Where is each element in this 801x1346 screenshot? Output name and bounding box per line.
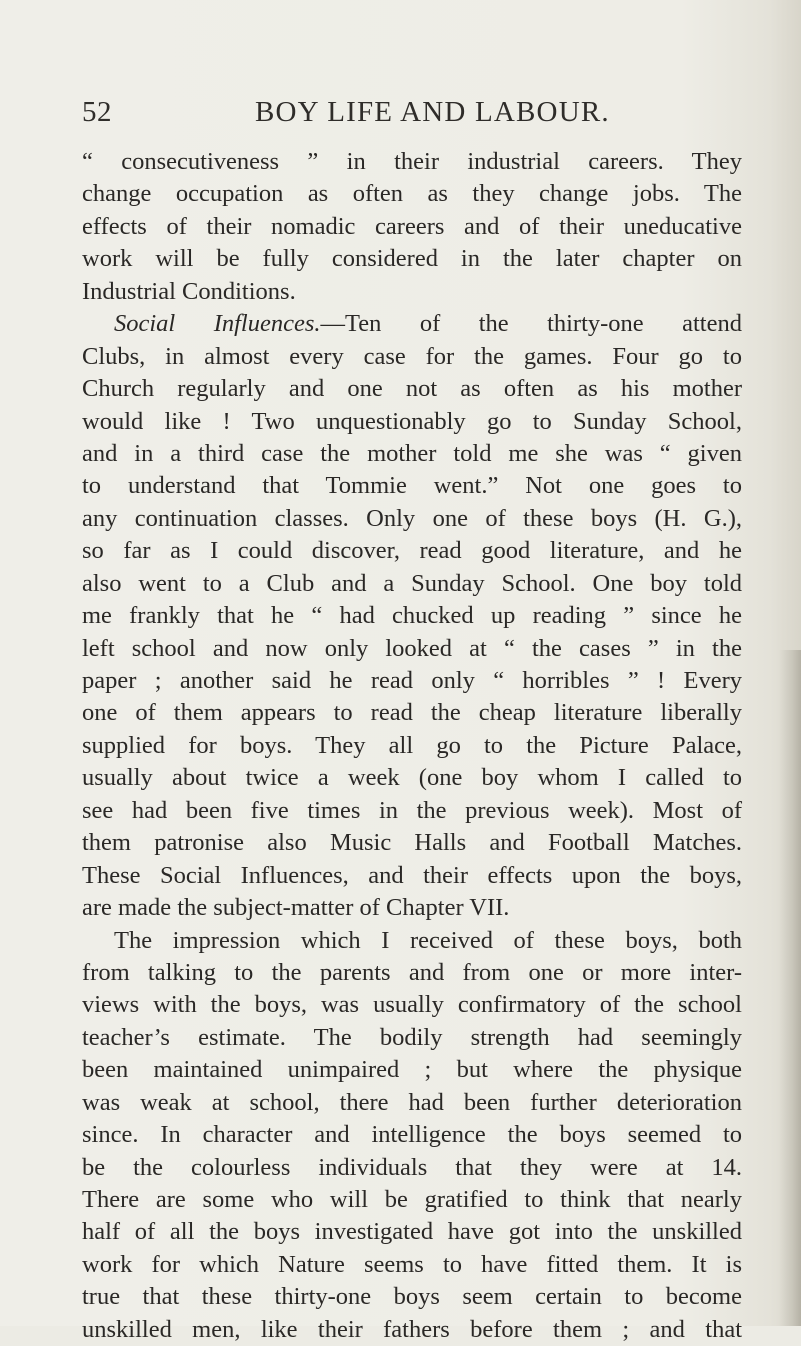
page-number: 52 (82, 96, 112, 128)
text-line: also went to a Club and a Sunday School. One boy told (82, 569, 742, 597)
text-line: left school and now only looked at “ the cases ” in the (82, 634, 742, 662)
body-text (82, 146, 742, 1346)
text-line: see had been five times in the previous week). Most of (82, 796, 742, 824)
text-line: Church regularly and one not as often as his mother (82, 375, 742, 403)
text-line: Industrial Conditions. (82, 277, 296, 305)
page-header (0, 96, 801, 136)
text-line: effects of their nomadic careers and of their uneducative (82, 212, 742, 240)
text-line: These Social Influences, and their effects upon the boys, (82, 861, 742, 889)
page-edge-shadow (779, 650, 801, 1326)
text-line: would like ! Two unquestionably go to Sunday School, (82, 407, 742, 435)
text-line-social-influences (82, 308, 742, 340)
text-line: work will be fully considered in the later chapter on (82, 245, 742, 273)
text-line: them patronise also Music Halls and Football Matches. (82, 829, 742, 857)
text-line: me frankly that he “ had chucked up reading ” since he (82, 602, 742, 630)
text-line: was weak at school, there had been further deterioration (82, 1088, 742, 1116)
text-line: are made the subject-matter of Chapter VII. (82, 894, 510, 922)
text-line: and in a third case the mother told me she was “ given (82, 439, 742, 467)
text-line: views with the boys, was usually confirmatory of the school (82, 991, 742, 1019)
text-line: change occupation as often as they change jobs. The (82, 180, 742, 208)
text-line: Clubs, in almost every case for the games. Four go to (82, 342, 742, 370)
text-line: usually about twice a week (one boy whom I called to (82, 764, 742, 792)
text-line: unskilled men, like their fathers before them ; and that (82, 1315, 742, 1343)
running-title: BOY LIFE AND LABOUR. (255, 96, 610, 128)
text-line: one of them appears to read the cheap literature liberally (82, 699, 742, 727)
text-line: any continuation classes. Only one of these boys (H. G.), (82, 504, 742, 532)
text-line: teacher’s estimate. The bodily strength had seemingly (82, 1023, 742, 1051)
section-heading-continuation: —Ten of the thirty-one attend (320, 310, 742, 338)
text-line: since. In character and intelligence the boys seemed to (82, 1121, 742, 1149)
text-line: be the colourless individuals that they were at 14. (82, 1153, 742, 1181)
text-line: so far as I could discover, read good literature, and he (82, 537, 742, 565)
text-line: paper ; another said he read only “ horribles ” ! Every (82, 667, 742, 694)
text-line: The impression which I received of these boys, both (114, 926, 742, 954)
text-line: been maintained unimpaired ; but where the physique (82, 1056, 742, 1084)
text-line: to understand that Tommie went.” Not one goes to (82, 472, 742, 500)
text-line: supplied for boys. They all go to the Picture Palace, (82, 731, 742, 759)
text-line: work for which Nature seems to have fitted them. It is (82, 1250, 742, 1278)
text-line: from talking to the parents and from one or more inter- (82, 958, 742, 986)
text-line: true that these thirty-one boys seem certain to become (82, 1283, 742, 1311)
text-line: “ consecutiveness ” in their industrial careers. They (82, 148, 742, 175)
text-line: half of all the boys investigated have got into the unskilled (82, 1218, 742, 1246)
text-line: There are some who will be gratified to think that nearly (82, 1186, 742, 1213)
section-heading-social-influences: Social Influences. (114, 310, 321, 338)
